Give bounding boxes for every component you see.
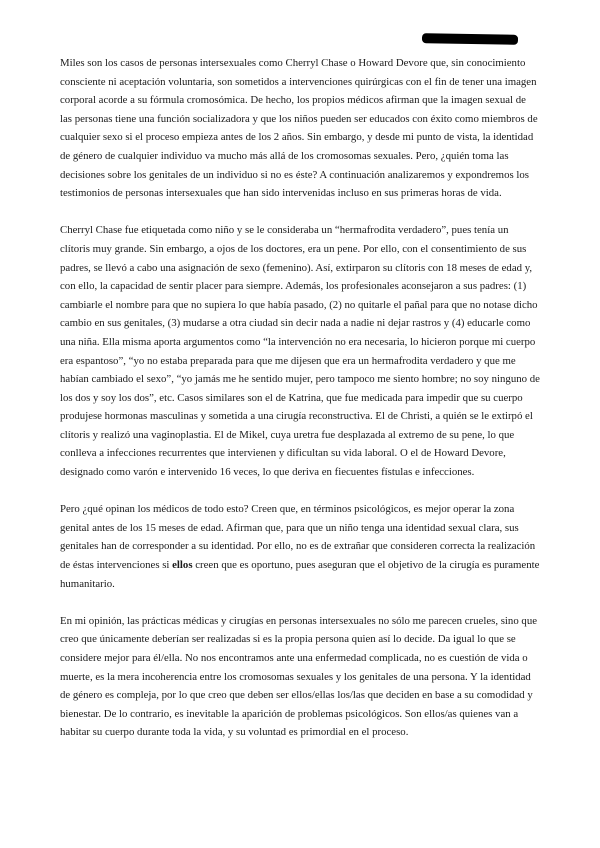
paragraph-cherryl-chase: Cherryl Chase fue etiquetada como niño y se le consideraba un “hermafrodita verdadero”, pues tenía un clítoris muy grande. Sin embargo, a ojos de los doctores, era un pene. Por ello, con el consentimiento de sus padres, se llevó a cabo una asignación de sexo (femenino). Así, extirparon su clítoris con 18 meses de edad y, con ello, la capacidad de sentir placer para siempre. Además, los profesionales aconsejaron a sus padres: (1) cambiarle el nombre para que no supiera lo que había pasado, (2) no quitarle el pañal para que no notase dicho cambio en sus genitales, (3) mudarse a otra ciudad sin decir nada a nadie ni dejar rastros y (4) educarle como una niña. Ella misma aporta argumentos como “la intervención no era necesaria, lo hicieron porque mi cuerpo era espantoso”, “yo no estaba preparada para que me dijesen que era un hermafrodita verdadero y que me habían cambiado el sexo”, “yo jamás me he sentido mujer, pero tampoco me siento hombre; no soy ninguno de los dos y soy los dos”, etc. Casos similares son el de Katrina, que fue medicada para impedir que su cuerpo produjese hormonas masculinas y sometida a una cirugía reconstructiva. El de Christi, a quién se le extirpó el clítoris y realizó una vaginoplastia. El de Mikel, cuya uretra fue desplazada al extremo de su pene, lo que conlleva a infecciones recurrentes que intervienen y dificultan su vida laboral. O el de Howard Devore, designado como varón e intervenido 16 veces, lo que deriva en fiecuentes fístulas e infecciones. [60,224,540,479]
document-body [60,54,540,742]
paragraph-text-after-emphasis: creen que es oportuno, pues aseguran que el objetivo de la cirugía es puramente humanitario. [60,559,540,590]
paragraph-conclusion: En mi opinión, las prácticas médicas y cirugías en personas intersexuales no sólo me parecen crueles, sino que creo que únicamente deberían ser realizadas si es la propia persona quien así lo decide. Da igual lo que se considere mejor para él/ella. No nos encontramos ante una enfermedad complicada, no es cuestión de vida o muerte, es la mera incoherencia entre los cromosomas sexuales y los genitales de una persona. Y la identidad de género es compleja, por lo que creo que deben ser ellos/ellas los/las que deciden en base a su comodidad y bienestar. De lo contrario, es inevitable la aparición de problemas psicológicos. Son ellos/as quienes van a habitar su cuerpo durante toda la vida, y su voluntad es primordial en el proceso. [60,614,538,739]
paragraph-intro: Miles son los casos de personas intersexuales como Cherryl Chase o Howard Devore que, sin conocimiento consciente ni aceptación voluntaria, son sometidos a intervenciones quirúrgicas con el fin de tener una imagen corporal acorde a su fórmula cromosómica. De hecho, los propios médicos afirman que la imagen sexual de las personas tiene una función socializadora y que los niños pueden ser educados con éxito como miembros de cualquier sexo si el proceso empieza antes de los 2 años. Sin embargo, y desde mi punto de vista, la identidad de género de cualquier individuo va mucho más allá de los cromosomas sexuales. Pero, ¿quién toma las decisiones sobre los genitales de un individuo si no es éste? A continuación analizaremos y expondremos los testimonios de personas intersexuales que han sido intervenidas incluso en sus primeras horas de vida. [60,57,538,200]
paragraph-medical-opinion [60,500,540,593]
emphasis-ellos: ellos [172,559,193,572]
paragraph-text-before-emphasis: Pero ¿qué opinan los médicos de todo esto? Creen que, en términos psicológicos, es mejor operar la zona genital antes de los 15 meses de edad. Afirman que, para que un niño tenga una identidad sexual clara, sus genitales han de corresponder a su identidad. Por ello, no es de extrañar que consideren correcta la realización de éstas intervenciones si [60,503,536,572]
redacted-header [422,33,518,45]
